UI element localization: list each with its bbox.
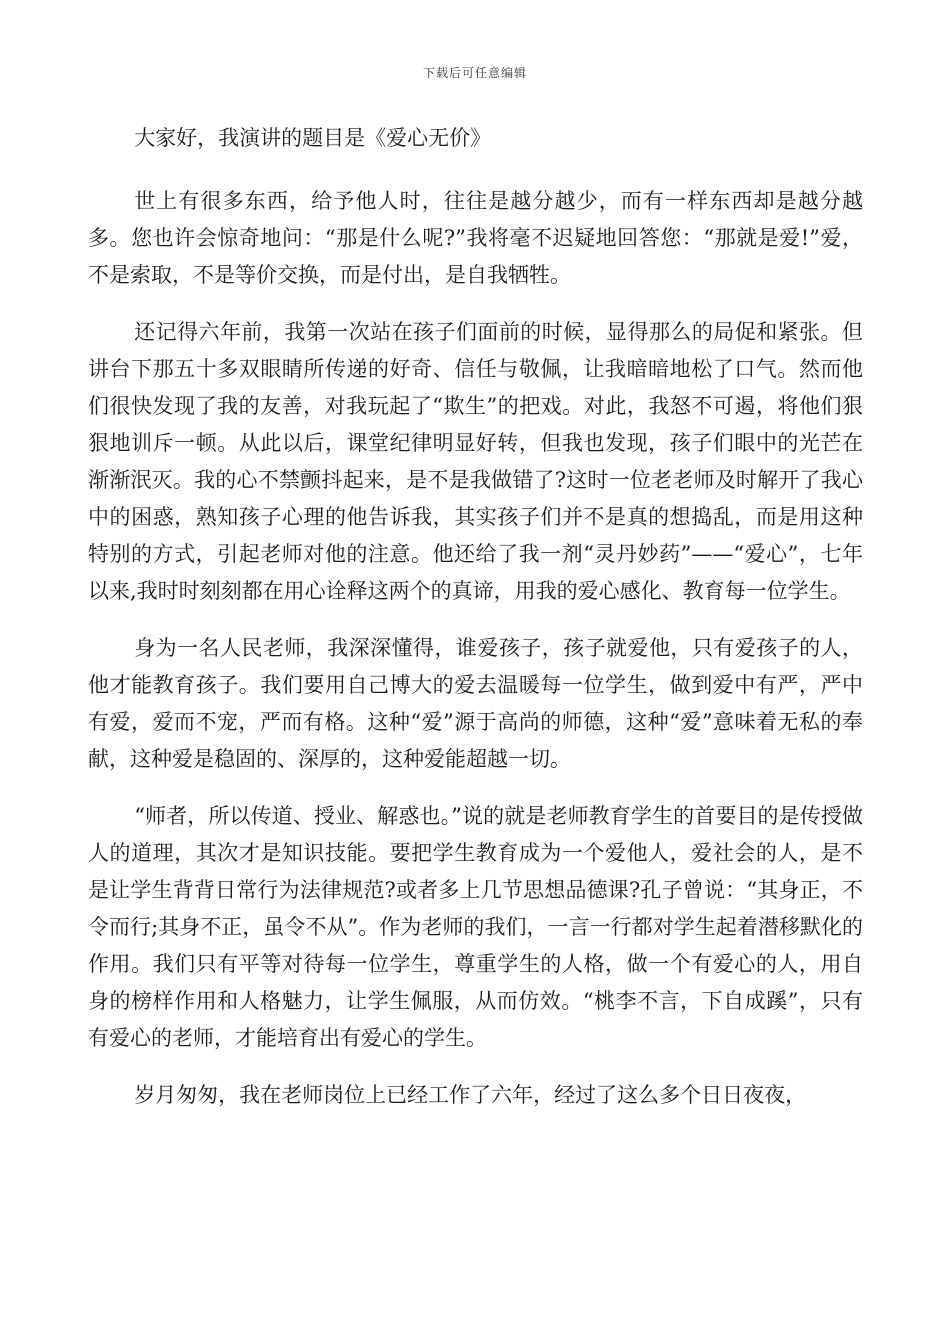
paragraph-opening: 大家好，我演讲的题目是《爱心无价》 xyxy=(134,126,492,150)
paragraph-shizhe: “师者，所以传道、授业、解惑也。”说的就是老师教育学生的首要目的是传授做人的道理，其次才是知识技能。要把学生教育成为一个爱他人，爱社会的人，是不是让学生背背日常行为法律规范?或者多上几节思想品德课?孔子曾说：“其身正，不令而行;其身不正，虽令不从”。作为老师的我们，一言一行都对学生起着潜移默化的作用。我们只有平等对待每一位学生，尊重学生的人格，做一个有爱心的人，用自身的榜样作用和人格魅力，让学生佩服，从而仿效。“桃李不言，下自成蹊”，只有有爱心的老师，才能培育出有爱心的学生。 xyxy=(88,804,863,1050)
paragraph-love-more: 世上有很多东西，给予他人时，往往是越分越少，而有一样东西却是越分越多。您也许会惊奇地问：“那是什么呢?”我将毫不迟疑地回答您：“那就是爱!”爱，不是索取，不是等价交换，而是付出，是自我牺牲。 xyxy=(88,189,863,287)
paragraph-time-passes: 岁月匆匆，我在老师岗位上已经工作了六年，经过了这么多个日日夜夜， xyxy=(134,1083,807,1107)
paragraph-teacher-duty: 身为一名人民老师，我深深懂得，谁爱孩子，孩子就爱他，只有爱孩子的人，他才能教育孩子。我们要用自己博大的爱去温暖每一位学生，做到爱中有严，严中有爱，爱而不宠，严而有格。这种“爱”源于高尚的师德，这种“爱”意味着无私的奉献，这种爱是稳固的、深厚的，这种爱能超越一切。 xyxy=(88,636,863,771)
document-body xyxy=(88,120,863,1134)
paragraph-six-years-ago: 还记得六年前，我第一次站在孩子们面前的时候，显得那么的局促和紧张。但讲台下那五十多双眼睛所传递的好奇、信任与敬佩，让我暗暗地松了口气。然而他们很快发现了我的友善，对我玩起了“欺生”的把戏。对此，我怒不可遏，将他们狠狠地训斥一顿。从此以后，课堂纪律明显好转，但我也发现，孩子们眼中的光芒在渐渐泯灭。我的心不禁颤抖起来，是不是我做错了?这时一位老老师及时解开了我心中的困惑，熟知孩子心理的他告诉我，其实孩子们并不是真的想捣乱，而是用这种特别的方式，引起老师对他的注意。他还给了我一剂“灵丹妙药”——“爱心”，七年以来,我时时刻刻都在用心诠释这两个的真谛，用我的爱心感化、教育每一位学生。 xyxy=(88,320,863,603)
header-note: 下载后可任意编辑 xyxy=(422,66,527,80)
